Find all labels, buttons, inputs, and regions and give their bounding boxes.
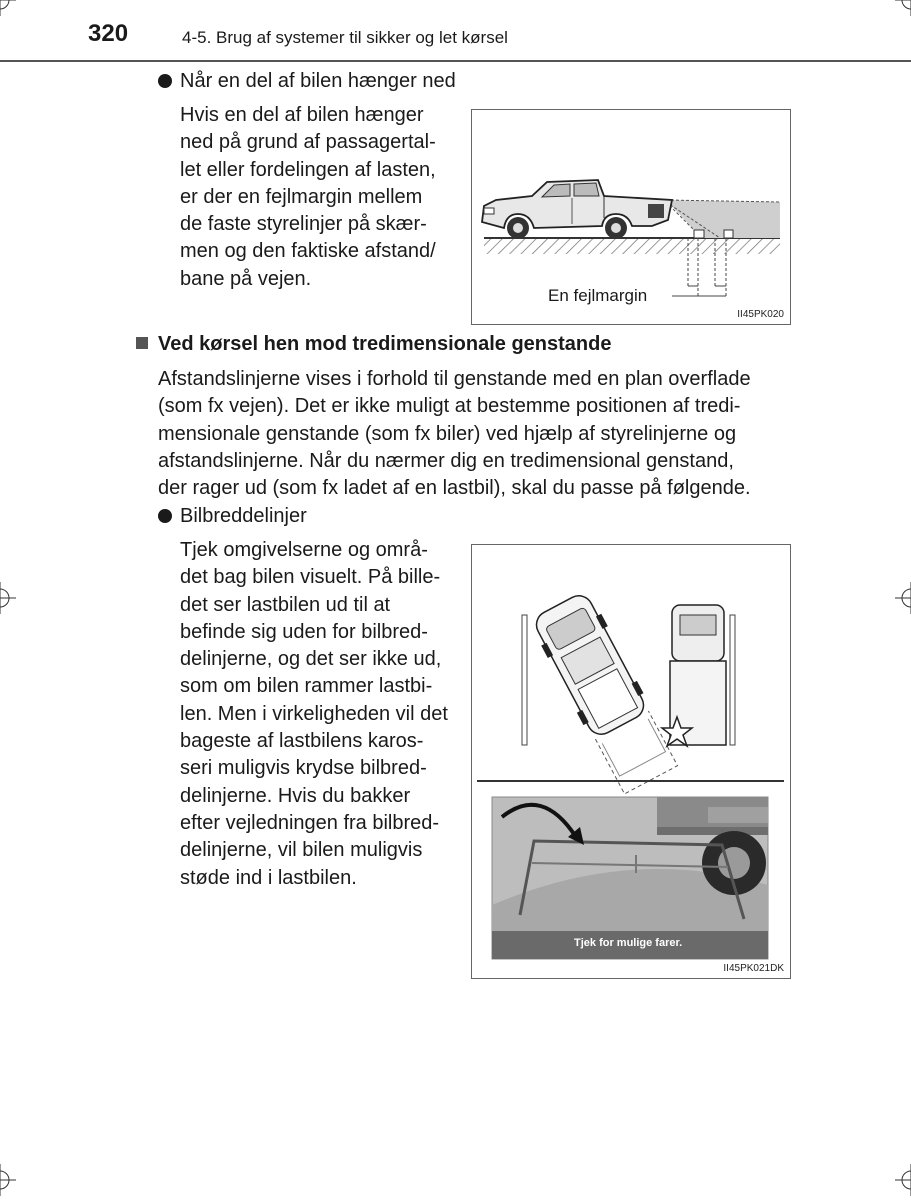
running-head: 4-5. Brug af systemer til sikker og let kørsel bbox=[182, 28, 508, 47]
text-line: len. Men i virkeligheden vil det bbox=[180, 702, 448, 725]
parking-overhead-and-camera-view bbox=[472, 545, 789, 977]
text-line: er der en fejlmargin mellem bbox=[180, 185, 423, 208]
crop-mark-mid-right bbox=[891, 578, 911, 618]
text-line: bane på vejen. bbox=[180, 267, 312, 290]
figure-code: II45PK021DK bbox=[723, 963, 784, 974]
camera-screen bbox=[492, 797, 768, 959]
figure-vehicle-sag bbox=[471, 109, 791, 325]
header-rule bbox=[0, 60, 911, 62]
vehicle-sag-paragraph bbox=[180, 102, 453, 293]
crop-mark-bottom-left bbox=[0, 1160, 20, 1200]
crop-mark-top-right bbox=[891, 0, 911, 20]
pickup-truck bbox=[482, 180, 672, 239]
text-line: det ser lastbilen ud til at bbox=[180, 593, 391, 616]
bullet-icon bbox=[158, 74, 172, 88]
width-lines-paragraph bbox=[180, 537, 454, 892]
text-line: de faste styrelinjer på skær- bbox=[180, 213, 427, 236]
figure-label-margin: En fejlmargin bbox=[548, 286, 648, 305]
crop-mark-top-left bbox=[0, 0, 20, 20]
text-line: befinde sig uden for bilbred- bbox=[180, 620, 428, 643]
text-line: delinjerne, vil bilen muligvis bbox=[180, 839, 423, 862]
text-line: Afstandslinjerne vises i forhold til genstande med en plan overflade bbox=[158, 368, 751, 390]
text-line: afstandslinjerne. Når du nærmer dig en tredimensional genstand, bbox=[158, 449, 734, 472]
text-line: delinjerne. Hvis du bakker bbox=[180, 784, 411, 807]
text-line: bageste af lastbilens karos- bbox=[180, 730, 424, 753]
bullet-heading-vehicle-sag: Når en del af bilen hænger ned bbox=[158, 68, 456, 95]
page-number: 320 bbox=[88, 20, 129, 47]
text-line: det bag bilen visuelt. På bille- bbox=[180, 566, 441, 589]
text-line: let eller fordelingen af lasten, bbox=[180, 158, 436, 181]
text-line: Hvis en del af bilen hænger bbox=[180, 104, 424, 126]
text-line: støde ind i lastbilen. bbox=[180, 866, 357, 889]
3d-objects-paragraph bbox=[158, 366, 784, 502]
crop-mark-bottom-right bbox=[891, 1160, 911, 1200]
section-heading-3d-objects: Ved kørsel hen mod tredimensionale genstande bbox=[136, 331, 611, 358]
text-line: ned på grund af passagertal- bbox=[180, 131, 436, 154]
bullet-icon bbox=[158, 509, 172, 523]
text-line: mensionale genstande (som fx biler) ved hjælp af styrelinjerne og bbox=[158, 422, 737, 445]
bullet-heading-width-lines: Bilbreddelinjer bbox=[158, 503, 307, 530]
screen-warning-message: Tjek for mulige farer. bbox=[574, 937, 683, 949]
text-line: efter vejledningen fra bilbred- bbox=[180, 811, 440, 834]
reversing-vehicle bbox=[528, 589, 681, 796]
text-line: som om bilen rammer lastbi- bbox=[180, 675, 433, 698]
figure-code: II45PK020 bbox=[737, 309, 784, 320]
figure-width-lines bbox=[471, 544, 791, 979]
text-line: men og den faktiske afstand/ bbox=[180, 240, 436, 263]
overhead-parking-scene bbox=[522, 589, 735, 796]
section-square-icon bbox=[136, 337, 148, 349]
text-line: Tjek omgivelserne og områ- bbox=[180, 539, 428, 561]
crop-mark-mid-left bbox=[0, 578, 20, 618]
text-line: (som fx vejen). Det er ikke muligt at bestemme positionen af tredi- bbox=[158, 395, 741, 418]
text-line: der rager ud (som fx ladet af en lastbil), skal du passe på følgende. bbox=[158, 477, 751, 500]
text-line: seri muligvis krydse bilbred- bbox=[180, 757, 427, 780]
text-line: delinjerne, og det ser ikke ud, bbox=[180, 648, 442, 671]
